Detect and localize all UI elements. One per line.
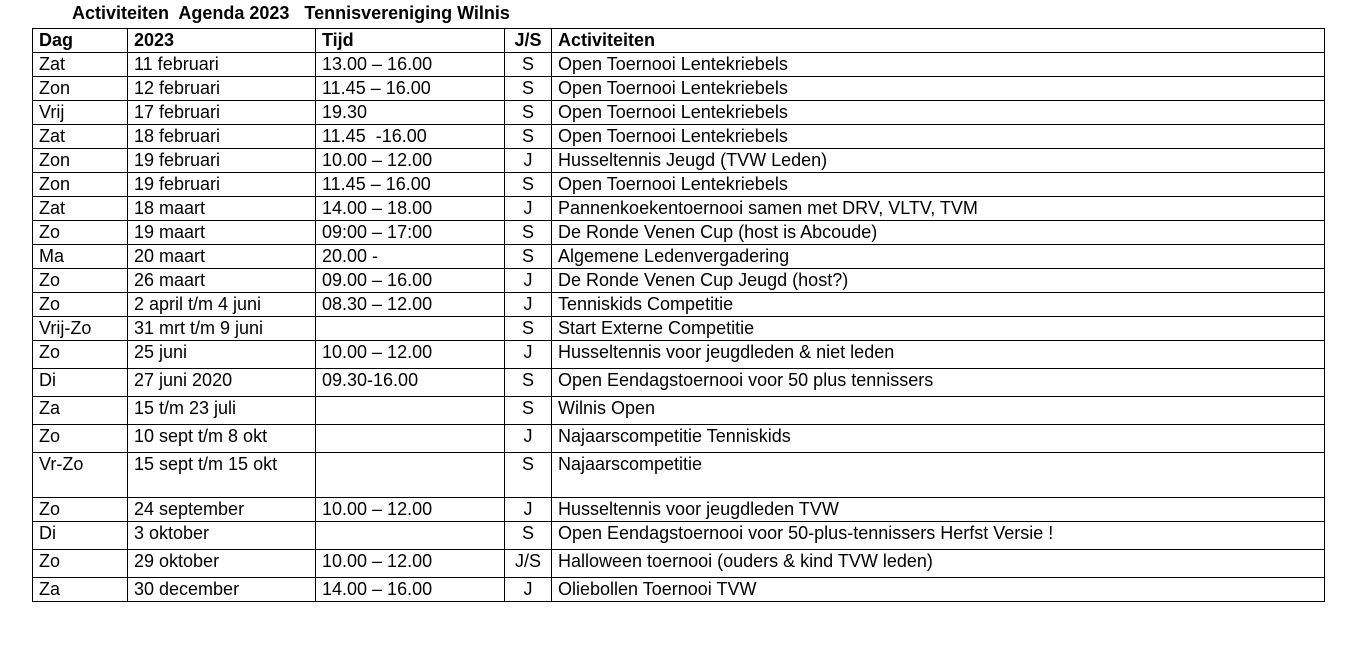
cell-js: S (505, 317, 552, 341)
cell-day: Zat (33, 125, 128, 149)
cell-js: S (505, 522, 552, 550)
agenda-table (32, 28, 1325, 602)
cell-activity: Open Toernooi Lentekriebels (552, 77, 1325, 101)
cell-activity: Najaarscompetitie Tenniskids (552, 425, 1325, 453)
table-row (33, 149, 1325, 173)
cell-time (316, 522, 505, 550)
cell-time: 14.00 – 18.00 (316, 197, 505, 221)
cell-activity: Open Toernooi Lentekriebels (552, 53, 1325, 77)
cell-time (316, 453, 505, 498)
cell-time: 09:00 – 17:00 (316, 221, 505, 245)
table-row (33, 369, 1325, 397)
cell-day: Zon (33, 173, 128, 197)
cell-js: J (505, 578, 552, 602)
cell-date: 25 juni (128, 341, 316, 369)
table-row (33, 125, 1325, 149)
cell-date: 12 februari (128, 77, 316, 101)
cell-js: J (505, 498, 552, 522)
table-row (33, 77, 1325, 101)
cell-day: Zon (33, 77, 128, 101)
cell-js: S (505, 173, 552, 197)
cell-day: Zo (33, 293, 128, 317)
table-row (33, 269, 1325, 293)
cell-js: J (505, 197, 552, 221)
cell-time: 11.45 – 16.00 (316, 77, 505, 101)
cell-date: 2 april t/m 4 juni (128, 293, 316, 317)
table-row (33, 101, 1325, 125)
table-row (33, 341, 1325, 369)
table-row (33, 221, 1325, 245)
cell-date: 29 oktober (128, 550, 316, 578)
cell-day: Zo (33, 221, 128, 245)
cell-activity: Open Toernooi Lentekriebels (552, 125, 1325, 149)
table-row (33, 425, 1325, 453)
table-row (33, 453, 1325, 498)
column-header-day: Dag (33, 29, 128, 53)
cell-js: J (505, 269, 552, 293)
cell-day: Vr-Zo (33, 453, 128, 498)
cell-day: Zat (33, 197, 128, 221)
table-row (33, 293, 1325, 317)
table-row (33, 578, 1325, 602)
cell-date: 11 februari (128, 53, 316, 77)
cell-time: 10.00 – 12.00 (316, 550, 505, 578)
cell-day: Zon (33, 149, 128, 173)
cell-date: 19 maart (128, 221, 316, 245)
cell-date: 18 maart (128, 197, 316, 221)
cell-time: 09.00 – 16.00 (316, 269, 505, 293)
cell-js: S (505, 369, 552, 397)
table-row (33, 173, 1325, 197)
cell-time: 20.00 - (316, 245, 505, 269)
cell-time: 13.00 – 16.00 (316, 53, 505, 77)
cell-date: 19 februari (128, 149, 316, 173)
cell-day: Ma (33, 245, 128, 269)
cell-js: S (505, 221, 552, 245)
cell-js: S (505, 101, 552, 125)
cell-time: 14.00 – 16.00 (316, 578, 505, 602)
cell-time: 09.30-16.00 (316, 369, 505, 397)
cell-time (316, 425, 505, 453)
cell-activity: Wilnis Open (552, 397, 1325, 425)
cell-day: Zo (33, 425, 128, 453)
cell-date: 27 juni 2020 (128, 369, 316, 397)
cell-day: Vrij-Zo (33, 317, 128, 341)
cell-activity: Open Eendagstoernooi voor 50 plus tennissers (552, 369, 1325, 397)
cell-time: 10.00 – 12.00 (316, 341, 505, 369)
cell-js: J (505, 341, 552, 369)
cell-time: 11.45 -16.00 (316, 125, 505, 149)
cell-activity: Husseltennis voor jeugdleden & niet leden (552, 341, 1325, 369)
cell-activity: Husseltennis voor jeugdleden TVW (552, 498, 1325, 522)
table-row (33, 498, 1325, 522)
cell-day: Zat (33, 53, 128, 77)
cell-day: Zo (33, 341, 128, 369)
cell-js: J (505, 149, 552, 173)
cell-js: S (505, 125, 552, 149)
cell-date: 30 december (128, 578, 316, 602)
cell-date: 17 februari (128, 101, 316, 125)
cell-day: Di (33, 522, 128, 550)
cell-activity: Open Toernooi Lentekriebels (552, 173, 1325, 197)
cell-time (316, 397, 505, 425)
cell-date: 3 oktober (128, 522, 316, 550)
cell-activity: Open Eendagstoernooi voor 50-plus-tennissers Herfst Versie ! (552, 522, 1325, 550)
cell-time: 19.30 (316, 101, 505, 125)
cell-js: J (505, 425, 552, 453)
cell-activity: Start Externe Competitie (552, 317, 1325, 341)
table-row (33, 197, 1325, 221)
cell-time (316, 317, 505, 341)
table-row (33, 245, 1325, 269)
cell-js: S (505, 397, 552, 425)
table-row (33, 53, 1325, 77)
cell-activity: Open Toernooi Lentekriebels (552, 101, 1325, 125)
column-header-js: J/S (505, 29, 552, 53)
table-row (33, 550, 1325, 578)
cell-date: 10 sept t/m 8 okt (128, 425, 316, 453)
cell-day: Zo (33, 498, 128, 522)
cell-activity: Tenniskids Competitie (552, 293, 1325, 317)
cell-date: 15 sept t/m 15 okt (128, 453, 316, 498)
cell-date: 15 t/m 23 juli (128, 397, 316, 425)
cell-js: J (505, 293, 552, 317)
cell-date: 31 mrt t/m 9 juni (128, 317, 316, 341)
cell-day: Di (33, 369, 128, 397)
table-row (33, 522, 1325, 550)
cell-activity: Husseltennis Jeugd (TVW Leden) (552, 149, 1325, 173)
cell-date: 19 februari (128, 173, 316, 197)
cell-activity: Najaarscompetitie (552, 453, 1325, 498)
cell-day: Za (33, 397, 128, 425)
cell-activity: Algemene Ledenvergadering (552, 245, 1325, 269)
cell-activity: De Ronde Venen Cup (host is Abcoude) (552, 221, 1325, 245)
column-header-date: 2023 (128, 29, 316, 53)
cell-time: 10.00 – 12.00 (316, 498, 505, 522)
header-row (33, 29, 1325, 53)
column-header-activity: Activiteiten (552, 29, 1325, 53)
cell-day: Zo (33, 550, 128, 578)
column-header-time: Tijd (316, 29, 505, 53)
cell-js: S (505, 53, 552, 77)
table-row (33, 317, 1325, 341)
cell-time: 10.00 – 12.00 (316, 149, 505, 173)
cell-js: S (505, 245, 552, 269)
cell-js: J/S (505, 550, 552, 578)
cell-activity: Halloween toernooi (ouders & kind TVW leden) (552, 550, 1325, 578)
cell-day: Zo (33, 269, 128, 293)
cell-day: Vrij (33, 101, 128, 125)
cell-js: S (505, 77, 552, 101)
cell-time: 08.30 – 12.00 (316, 293, 505, 317)
cell-date: 20 maart (128, 245, 316, 269)
cell-js: S (505, 453, 552, 498)
cell-activity: Oliebollen Toernooi TVW (552, 578, 1325, 602)
cell-time: 11.45 – 16.00 (316, 173, 505, 197)
cell-date: 24 september (128, 498, 316, 522)
cell-date: 18 februari (128, 125, 316, 149)
cell-activity: De Ronde Venen Cup Jeugd (host?) (552, 269, 1325, 293)
cell-day: Za (33, 578, 128, 602)
page-title: Activiteiten Agenda 2023 Tennisvereniging Wilnis (72, 3, 510, 23)
cell-date: 26 maart (128, 269, 316, 293)
cell-activity: Pannenkoekentoernooi samen met DRV, VLTV, TVM (552, 197, 1325, 221)
table-row (33, 397, 1325, 425)
